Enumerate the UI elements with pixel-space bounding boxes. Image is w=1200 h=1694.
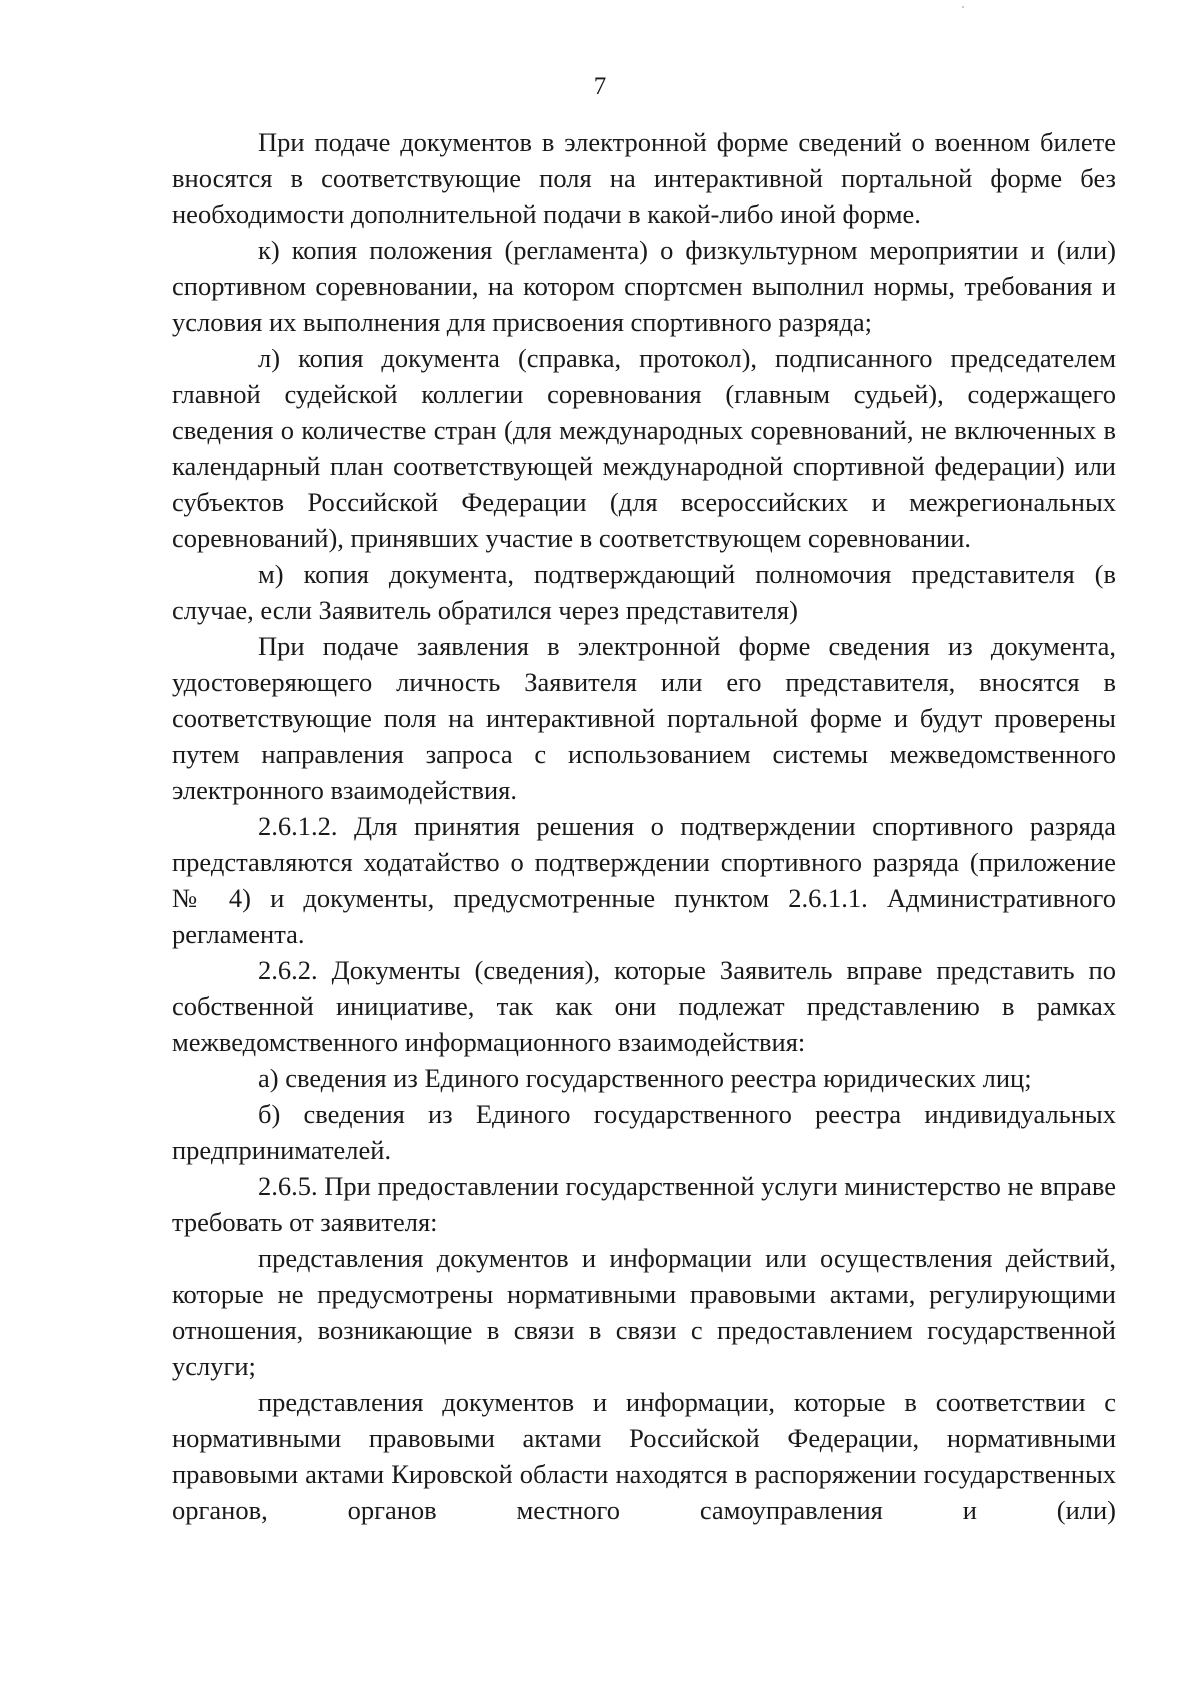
paragraph-item-k: к) копия положения (регламента) о физкультурном мероприятии и (или) спортивном соревновании, на котором спортсмен выполнил нормы, требования и условия их выполнения для присвоения спортивного разряда; — [172, 235, 1116, 337]
paragraph-identity-document: При подаче заявления в электронной форме сведения из документа, удостоверяющего личность Заявителя или его представителя, вносятся в соответствующие поля на интерактивной портальной форме и будут проверены путем направления запроса с использованием системы межведомственного электронного взаимодействия. — [172, 631, 1116, 805]
paragraph-requirement-1: представления документов и информации или осуществления действий, которые не предусмотрены нормативными правовыми актами, регулирующими отношения, возникающие в связи в связи с предоставлением государственной услуги; — [172, 1243, 1116, 1381]
paragraph-2-6-5: 2.6.5. При предоставлении государственной услуги министерство не вправе требовать от заявителя: — [172, 1171, 1116, 1237]
paragraph-item-a: а) сведения из Единого государственного реестра юридических лиц; — [258, 1063, 1032, 1093]
paragraph-item-m: м) копия документа, подтверждающий полномочия представителя (в случае, если Заявитель обратился через представителя) — [172, 559, 1116, 625]
paragraph-requirement-2: представления документов и информации, которые в соответствии с нормативными правовыми актами Российской Федерации, нормативными правовыми актами Кировской области находятся в распоряжении государственных органов, органов местного самоуправления и (или) — [172, 1387, 1116, 1525]
paragraph-2-6-1-2: 2.6.1.2. Для принятия решения о подтверждении спортивного разряда представляются ходатайство о подтверждении спортивного разряда (приложение № 4) и документы, предусмотренные пунктом 2.6.1.1. Административного регламента. — [172, 811, 1116, 949]
paragraph-military-id-info: При подаче документов в электронной форме сведений о военном билете вносятся в соответствующие поля на интерактивной портальной форме без необходимости дополнительной подачи в какой-либо иной форме. — [172, 127, 1116, 229]
paragraph-item-l: л) копия документа (справка, протокол), подписанного председателем главной судейской коллегии соревнования (главным судьей), содержащего сведения о количестве стран (для международных соревнований, не включенных в календарный план соответствующей международной спортивной федерации) или субъектов Российской Федерации (для всероссийских и межрегиональных соревнований), принявших участие в соответствующем соревновании. — [172, 343, 1116, 553]
paragraph-item-b: б) сведения из Единого государственного реестра индивидуальных предпринимателей. — [172, 1099, 1116, 1165]
scan-artifact — [962, 6, 964, 8]
document-body — [172, 124, 1116, 1528]
paragraph-2-6-2: 2.6.2. Документы (сведения), которые Заявитель вправе представить по собственной инициативе, так как они подлежат представлению в рамках межведомственного информационного взаимодействия: — [172, 955, 1116, 1057]
page-number: 7 — [593, 73, 607, 100]
